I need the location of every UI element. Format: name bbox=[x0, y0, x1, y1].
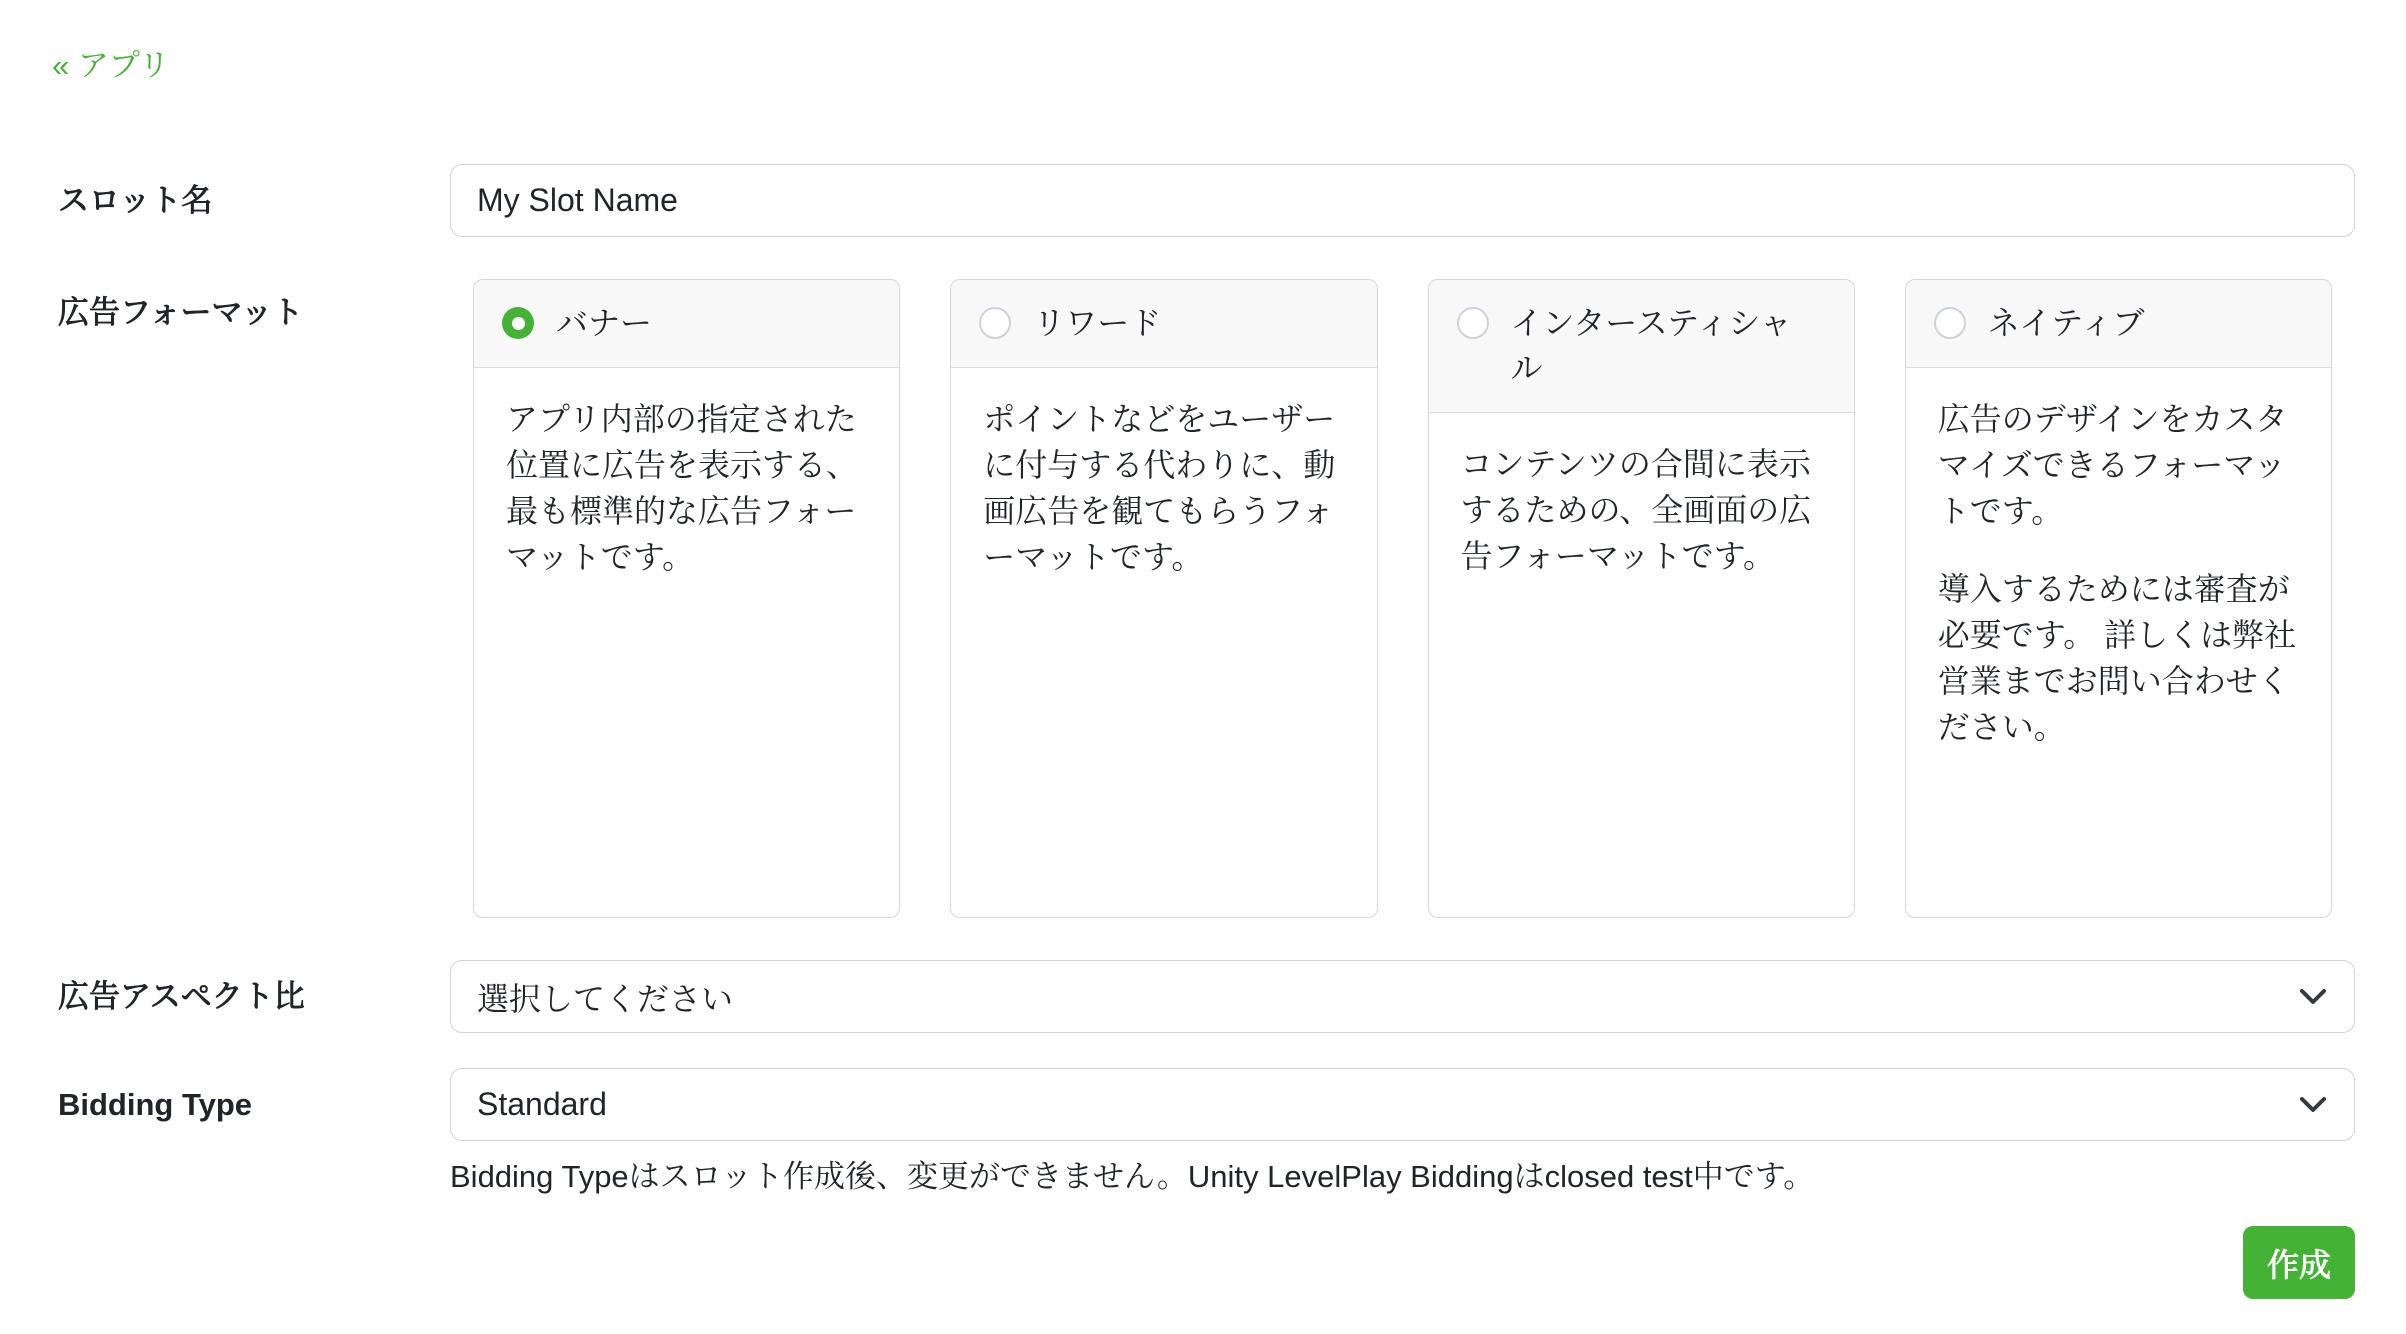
radio-icon[interactable] bbox=[979, 307, 1011, 339]
ad-format-card-reward[interactable] bbox=[950, 279, 1377, 918]
ad-format-title: バナー bbox=[556, 305, 653, 341]
radio-icon[interactable] bbox=[1934, 307, 1966, 339]
ad-format-card-interstitial[interactable] bbox=[1428, 279, 1855, 918]
slot-name-label: スロット名 bbox=[58, 182, 213, 218]
chevron-down-icon bbox=[2300, 989, 2326, 1005]
aspect-ratio-select[interactable] bbox=[450, 960, 2355, 1033]
ad-format-options bbox=[473, 279, 2332, 918]
bidding-type-row bbox=[0, 1068, 2406, 1198]
aspect-ratio-row bbox=[0, 960, 2406, 1033]
description-paragraph: アプリ内部の指定された位置に広告を表示する、最も標準的な広告フォーマットです。 bbox=[506, 401, 859, 575]
ad-format-title: インタースティシャル bbox=[1510, 305, 1792, 386]
create-button[interactable]: 作成 bbox=[2243, 1226, 2355, 1299]
description-paragraph: 広告のデザインをカスタマイズできるフォーマットです。 bbox=[1937, 401, 2288, 529]
chevron-down-icon bbox=[2300, 1097, 2326, 1113]
ad-format-row bbox=[0, 279, 2406, 918]
ad-format-card-header[interactable] bbox=[951, 280, 1376, 368]
ad-format-description bbox=[474, 368, 899, 608]
ad-format-title: ネイティブ bbox=[1987, 305, 2145, 341]
ad-format-card-header[interactable] bbox=[474, 280, 899, 368]
actions-row bbox=[0, 1226, 2355, 1299]
bidding-type-selected-value: Standard bbox=[477, 1086, 607, 1122]
ad-format-description bbox=[1429, 413, 1854, 607]
ad-format-card-header[interactable] bbox=[1906, 280, 2331, 368]
description-paragraph: ポイントなどをユーザーに付与する代わりに、動画広告を観てもらうフォーマットです。 bbox=[983, 401, 1336, 575]
slot-name-input[interactable] bbox=[450, 164, 2355, 237]
ad-format-description bbox=[1906, 368, 2331, 778]
ad-format-card-header[interactable] bbox=[1429, 280, 1854, 413]
ad-format-title: リワード bbox=[1033, 305, 1162, 341]
ad-format-description bbox=[951, 368, 1376, 608]
bidding-type-select[interactable] bbox=[450, 1068, 2355, 1141]
aspect-ratio-selected-value: 選択してください bbox=[477, 980, 734, 1017]
radio-icon[interactable] bbox=[1457, 307, 1489, 339]
description-paragraph: コンテンツの合間に表示するための、全画面の広告フォーマットです。 bbox=[1460, 446, 1812, 574]
radio-icon[interactable] bbox=[502, 307, 534, 339]
ad-format-card-native[interactable] bbox=[1905, 279, 2332, 918]
slot-name-row bbox=[0, 164, 2406, 237]
description-paragraph: 導入するためには審査が必要です。 詳しくは弊社営業までお問い合わせください。 bbox=[1937, 571, 2297, 745]
back-to-apps-link[interactable]: « アプリ bbox=[52, 48, 170, 83]
ad-format-card-banner[interactable] bbox=[473, 279, 900, 918]
ad-format-label: 広告フォーマット bbox=[58, 295, 304, 330]
bidding-type-label: Bidding Type bbox=[58, 1086, 253, 1122]
bidding-type-note: Bidding Typeはスロット作成後、変更ができません。Unity LevelPlay Biddingはclosed test中です。 bbox=[450, 1159, 1815, 1194]
aspect-ratio-label: 広告アスペクト比 bbox=[58, 978, 305, 1014]
